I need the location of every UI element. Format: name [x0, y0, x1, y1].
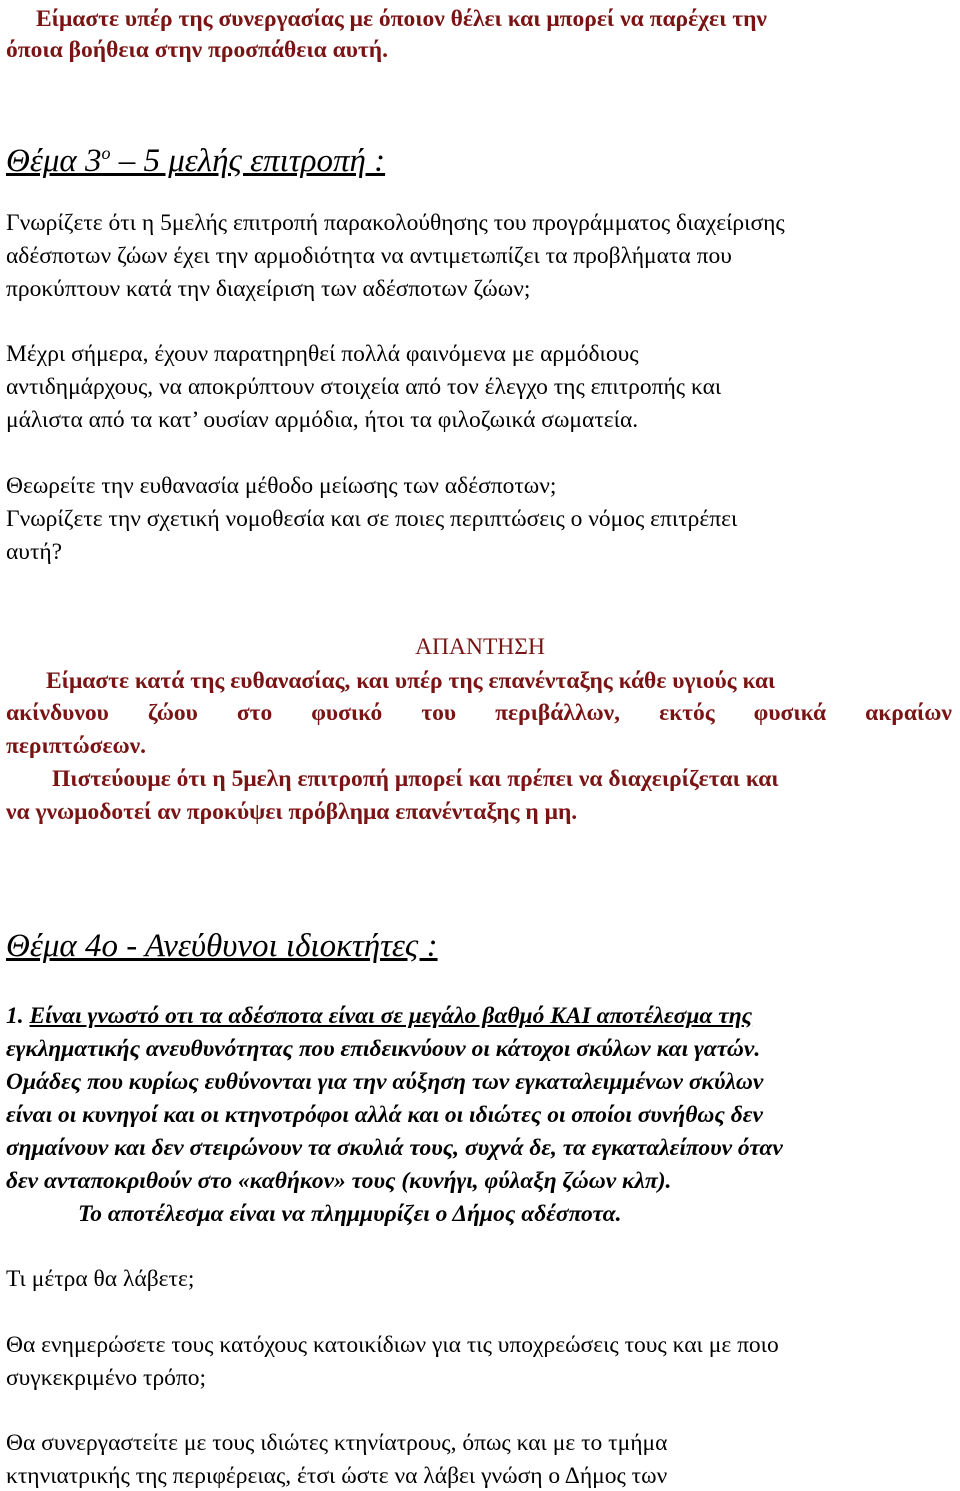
theme3-q1-line-3: προκύπτουν κατά την διαχείριση των αδέσποτων ζώων; — [6, 276, 531, 302]
answer-word: του — [421, 700, 457, 726]
answer-word: ζώου — [147, 700, 198, 726]
theme4-p1-line-4: είναι οι κυνηγοί και οι κτηνοτρόφοι αλλά και οι ιδιώτες οι οποίοι συνήθως δεν — [6, 1102, 763, 1128]
answer-word: φυσικό — [311, 700, 383, 726]
answer-line-1-text: Είμαστε κατά της ευθανασίας, και υπέρ της επανένταξης κάθε υγιούς και — [46, 668, 776, 694]
theme4-q2-line-1: Θα ενημερώσετε τους κατόχους κατοικίδιων για τις υποχρεώσεις τους και με ποιο — [6, 1332, 779, 1358]
theme4-p1-line-5: σημαίνουν και δεν στειρώνουν τα σκυλιά τους, συχνά δε, τα εγκαταλείπουν όταν — [6, 1135, 783, 1161]
theme3-heading-main: Θέμα 3 — [6, 143, 102, 179]
answer-word: φυσικά — [753, 700, 827, 726]
theme4-heading: Θέμα 4ο - Ανεύθυνοι ιδιοκτήτες : — [6, 928, 438, 964]
theme4-p1-line-1 — [6, 1001, 752, 1031]
theme3-q3-line-3: αυτή? — [6, 539, 63, 565]
answer-word: στο — [236, 700, 273, 726]
intro-line-1: Είμαστε υπέρ της συνεργασίας με όποιον θέλει και μπορεί να παρέχει την — [36, 6, 767, 32]
theme3-q2-line-1: Μέχρι σήμερα, έχουν παρατηρηθεί πολλά φαινόμενα με αρμόδιους — [6, 341, 639, 367]
list-number: 1. — [6, 1003, 24, 1029]
intro-line-2: όποια βοήθεια στην προσπάθεια αυτή. — [6, 37, 388, 63]
theme3-heading-superscript: ο — [101, 143, 111, 163]
theme4-p1-line-2: εγκληματικής ανευθυνότητας που επιδεικνύουν οι κάτοχοι σκύλων και γατών. — [6, 1036, 761, 1062]
theme3-q1-line-1: Γνωρίζετε ότι η 5μελής επιτροπή παρακολούθησης του προγράμματος διαχείρισης — [6, 210, 785, 236]
theme3-q3-line-1: Θεωρείτε την ευθανασία μέθοδο μείωσης των αδέσποτων; — [6, 473, 557, 499]
theme4-q2-line-2: συγκεκριμένο τρόπο; — [6, 1365, 207, 1391]
theme3-q1-line-2: αδέσποτων ζώων έχει την αρμοδιότητα να αντιμετωπίζει τα προβλήματα που — [6, 243, 732, 269]
answer-line-1 — [6, 666, 952, 696]
theme4-q1: Τι μέτρα θα λάβετε; — [6, 1266, 195, 1292]
theme4-q3-line-1: Θα συνεργαστείτε με τους ιδιώτες κτηνίατρους, όπως και με το τμήμα — [6, 1430, 668, 1456]
answer-line-4: Πιστεύουμε ότι η 5μελη επιτροπή μπορεί και πρέπει να διαχειρίζεται και — [52, 766, 779, 792]
theme4-q3-line-2: κτηνιατρικής της περιφέρειας, έτσι ώστε να λάβει γνώση ο Δήμος των — [6, 1463, 668, 1489]
theme4-p1-line-6: δεν ανταποκριθούν στο «καθήκον» τους (κυνήγι, φύλαξη ζώων κλπ). — [6, 1168, 672, 1194]
answer-word: ακίνδυνου — [6, 700, 109, 726]
theme4-p1-line-3: Ομάδες που κυρίως ευθύνονται για την αύξηση των εγκαταλειμμένων σκύλων — [6, 1069, 764, 1095]
answer-line-2 — [6, 698, 952, 728]
theme4-p1-result: Το αποτέλεσμα είναι να πλημμυρίζει ο Δήμος αδέσποτα. — [78, 1201, 622, 1227]
answer-line-3: περιπτώσεων. — [6, 733, 147, 759]
theme3-q2-line-3: μάλιστα από τα κατ’ ουσίαν αρμόδια, ήτοι τα φιλοζωικά σωματεία. — [6, 407, 639, 433]
answer-title: ΑΠΑΝΤΗΣΗ — [415, 634, 545, 660]
theme3-heading-rest: – 5 μελής επιτροπή : — [110, 143, 386, 179]
theme3-q2-line-2: αντιδημάρχους, να αποκρύπτουν στοιχεία από τον έλεγχο της επιτροπής και — [6, 374, 722, 400]
answer-word: εκτός — [659, 700, 715, 726]
answer-word: ακραίων — [865, 700, 952, 726]
theme3-q3-line-2: Γνωρίζετε την σχετική νομοθεσία και σε ποιες περιπτώσεις ο νόμος επιτρέπει — [6, 506, 738, 532]
theme3-heading — [6, 134, 385, 180]
answer-word: περιβάλλων, — [495, 700, 621, 726]
theme4-p1-underlined: Είναι γνωστό οτι τα αδέσποτα είναι σε μεγάλο βαθμό ΚΑΙ αποτέλεσμα της — [29, 1003, 753, 1029]
answer-line-5: να γνωμοδοτεί αν προκύψει πρόβλημα επανένταξης η μη. — [6, 799, 578, 825]
